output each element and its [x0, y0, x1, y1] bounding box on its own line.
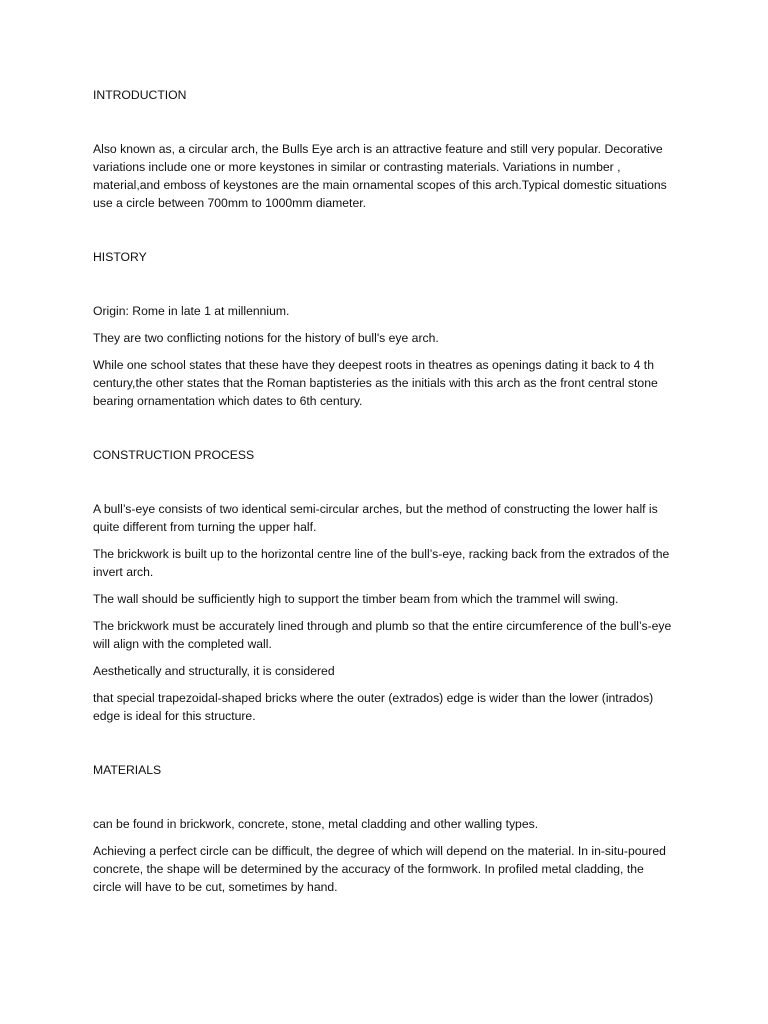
- construction-paragraph-4: The brickwork must be accurately lined through and plumb so that the entire circumference of the bull’s-eye will align with the completed wall.: [93, 619, 672, 651]
- section-heading-construction-process: CONSTRUCTION PROCESS: [93, 448, 255, 462]
- section-heading-history: HISTORY: [93, 250, 147, 264]
- construction-paragraph-3: The wall should be sufficiently high to support the timber beam from which the trammel will swing.: [93, 592, 619, 606]
- document-page: [93, 86, 673, 896]
- history-paragraph-origin: Origin: Rome in late 1 at millennium.: [93, 304, 290, 318]
- section-heading-introduction: INTRODUCTION: [93, 88, 187, 102]
- construction-paragraph-1: A bull’s-eye consists of two identical semi-circular arches, but the method of constructing the lower half is quite different from turning the upper half.: [93, 502, 658, 534]
- construction-paragraph-2: The brickwork is built up to the horizontal centre line of the bull’s-eye, racking back from the extrados of the invert arch.: [93, 547, 670, 579]
- materials-paragraph-2: Achieving a perfect circle can be difficult, the degree of which will depend on the material. In in-situ-poured concrete, the shape will be determined by the accuracy of the formwork. In profiled metal cladding, the circle will have to be cut, sometimes by hand.: [93, 844, 666, 894]
- history-paragraph-notions: They are two conflicting notions for the history of bull's eye arch.: [93, 331, 439, 345]
- history-paragraph-schools: While one school states that these have they deepest roots in theatres as openings dating it back to 4 th century,the other states that the Roman baptisteries as the initials with this arch as the front central stone bearing ornamentation which dates to 6th century.: [93, 358, 658, 408]
- materials-paragraph-1: can be found in brickwork, concrete, stone, metal cladding and other walling types.: [93, 817, 539, 831]
- construction-paragraph-5: Aesthetically and structurally, it is considered: [93, 664, 335, 678]
- introduction-paragraph: Also known as, a circular arch, the Bulls Eye arch is an attractive feature and still very popular. Decorative variations include one or more keystones in similar or contrasting materials. Variations in number , material,and emboss of keystones are the main ornamental scopes of this arch.Typical domestic situations use a circle between 700mm to 1000mm diameter.: [93, 142, 667, 210]
- section-heading-materials: MATERIALS: [93, 763, 162, 777]
- construction-paragraph-6: that special trapezoidal-shaped bricks where the outer (extrados) edge is wider than the lower (intrados) edge is ideal for this structure.: [93, 691, 654, 723]
